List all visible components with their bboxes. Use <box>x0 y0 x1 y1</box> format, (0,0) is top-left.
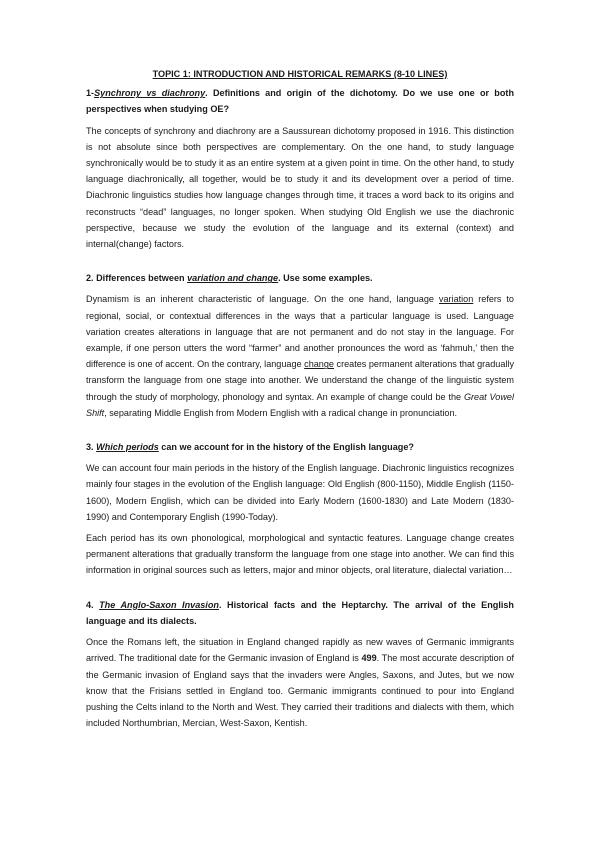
answer-text: refers to regional, social, or contextual differences in the ways that a particular language is used. Language variation creates alterations in language that are not permanent and do not stay in the language. For example, if one person utters the word “farmer” and another pronounces the word as ‘fahmuh,’ then the difference is one of accent. On the contrary, language <box>86 294 514 370</box>
question-text: . Definitions and origin of the dichotomy. Do we use one or both perspectives when studying OE? <box>86 88 515 115</box>
question-prefix: 4. <box>86 599 100 610</box>
question-term: Which periods <box>96 442 159 453</box>
question-text: . Use some examples. <box>278 273 373 284</box>
answer-text: , separating Middle English from Modern English with a radical change in pronunciation. <box>104 407 458 418</box>
page-title: TOPIC 1: INTRODUCTION AND HISTORICAL REMARKS (8-10 LINES) <box>152 69 448 79</box>
invasion-year: 499 <box>361 653 377 664</box>
answer-text: Once the Romans left, the situation in England changed rapidly as new waves of Germanic immigrants arrived. The traditional date for the Germanic invasion of England is <box>86 637 514 664</box>
section-variation-change <box>86 270 514 421</box>
question-prefix: 2. Differences between <box>86 273 188 284</box>
question-4 <box>86 597 514 629</box>
term-great-vowel-shift: Great Vowel Shift <box>86 391 514 418</box>
answer-text: . The most accurate description of the Germanic invasion of England says that the invaders were Angles, Saxons, and Jutes, but we now know that the Frisians settled in England too. Germanic immigrants continued to pour into England pushing the Celts inland to the North and West. They carried their traditions and dialects with them, which included Northumbrian, Mercian, West-Saxon, Kentish. <box>86 653 515 729</box>
question-number: 1- <box>86 88 95 99</box>
answer-4 <box>86 634 514 731</box>
answer-3-paragraph-2: Each period has its own phonological, morphological and syntactic features. Language change creates permanent alterations that gradually transform the language from one stage into another. We can find this information in original sources such as letters, major and minor objects, oral literature, dialectal variation… <box>86 533 514 576</box>
question-3 <box>86 439 514 455</box>
question-term: The Anglo-Saxon Invasion <box>99 599 219 610</box>
question-1 <box>86 85 514 117</box>
question-2 <box>86 270 514 286</box>
question-prefix: 3. <box>86 442 97 453</box>
document-page <box>86 66 514 731</box>
question-text: can we account for in the history of the English language? <box>158 442 414 453</box>
term-change: change <box>304 359 334 370</box>
question-term: Synchrony vs diachrony <box>94 88 206 99</box>
section-periods <box>86 439 514 579</box>
term-variation: variation <box>438 294 474 305</box>
question-term: variation and change <box>187 273 279 284</box>
section-anglo-saxon <box>86 597 514 732</box>
answer-3-paragraph-1: We can account four main periods in the history of the English language. Diachronic linguistics recognizes mainly four stages in the evolution of the English language: Old English (800-1150), Middle English (1150-1600), Modern English, which can be divided into Early Modern (1600-1830) and Late Modern (1830-1990) and Contemporary English (1990-Today). <box>86 463 514 522</box>
answer-1: The concepts of synchrony and diachrony are a Saussurean dichotomy proposed in 1916. This distinction is not absolute since both perspectives are complementary. On the one hand, to study language synchronically would be to study it as an entire system at a given point in time. On the other hand, to study language diachronically, all together, would be to study it and its development over a period of time. Diachronic linguistics studies how language changes through time, it traces a word back to its origins and reconstructs “dead” languages, no longer spoken. When studying Old English we use the diachronic perspective, because we study the evolution of the language and its external (context) and internal(change) factors. <box>86 125 514 250</box>
answer-text: Dynamism is an inherent characteristic of language. On the one hand, language <box>86 294 439 305</box>
answer-2 <box>86 291 514 421</box>
section-synchrony <box>86 85 514 252</box>
answer-text: creates permanent alterations that gradually transform the language from one stage into another. We understand the change of the linguistic system through the study of morphology, phonology and syntax. An example of change could be the <box>86 359 514 402</box>
question-text: . Historical facts and the Heptarchy. The arrival of the English language and its dialects. <box>86 599 514 626</box>
